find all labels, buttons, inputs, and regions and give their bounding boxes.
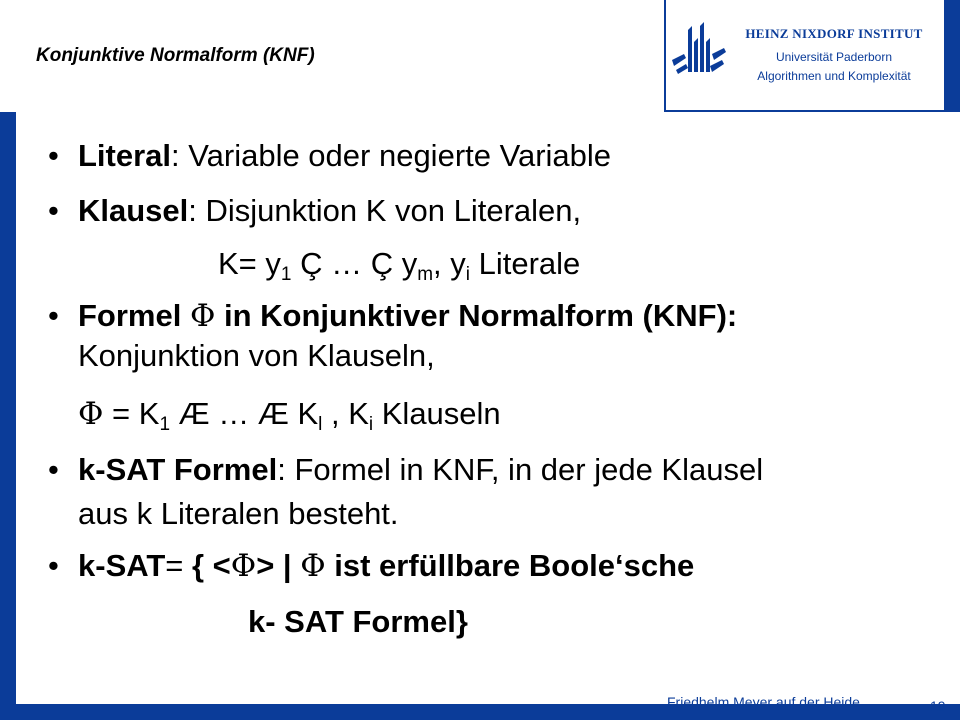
klausel-term: Klausel — [78, 193, 189, 228]
literal-definition: : Variable oder negierte Variable — [171, 138, 612, 173]
ksat-term: k-SAT Formel — [78, 452, 278, 487]
bullet-ksat-formel: • k-SAT Formel: Formel in KNF, in der jede Klausel — [48, 452, 764, 487]
slide-title: Konjunktive Normalform (KNF) — [36, 45, 315, 66]
hni-logo-icon — [670, 20, 728, 80]
footer-author: Friedhelm Meyer auf der Heide — [667, 694, 860, 710]
bullet-marker: • — [48, 138, 59, 173]
formel-line-2: Konjunktion von Klauseln, — [78, 338, 435, 373]
institute-name: HEINZ NIXDORF INSTITUT — [745, 26, 923, 41]
klausel-definition: : Disjunktion K von Literalen, — [188, 193, 582, 228]
group-name: Algorithmen und Komplexität — [757, 69, 911, 83]
bullet-formel: • Formel Φ in Konjunktiver Normalform (KNF): — [48, 298, 738, 334]
bullet-marker: • — [48, 193, 59, 228]
bullet-ksat-set: • k-SAT= { <Φ> | Φ ist erfüllbare Boole‘sche — [48, 548, 695, 584]
bullet-marker: • — [48, 548, 59, 583]
page-number: 19 — [930, 698, 946, 714]
phi-formula: $\Phi = K_1$ Æ … Æ $K_l$ , $K_i$ Klauseln — [78, 396, 501, 435]
literal-term: Literal — [78, 138, 172, 173]
ksat-set-line-2: k- SAT Formel} — [248, 604, 468, 639]
university-name: Universität Paderborn — [775, 50, 893, 64]
bullet-marker: • — [48, 452, 59, 487]
ksat-line-2: aus k Literalen besteht. — [78, 496, 399, 531]
bullet-klausel — [48, 193, 581, 229]
klausel-formula: $K= y_1$ Ç … Ç $y_m$, $y_i$ Literale — [218, 246, 581, 285]
bullet-literal — [48, 138, 611, 174]
bullet-marker: • — [48, 298, 59, 333]
left-frame-bar — [0, 112, 16, 708]
